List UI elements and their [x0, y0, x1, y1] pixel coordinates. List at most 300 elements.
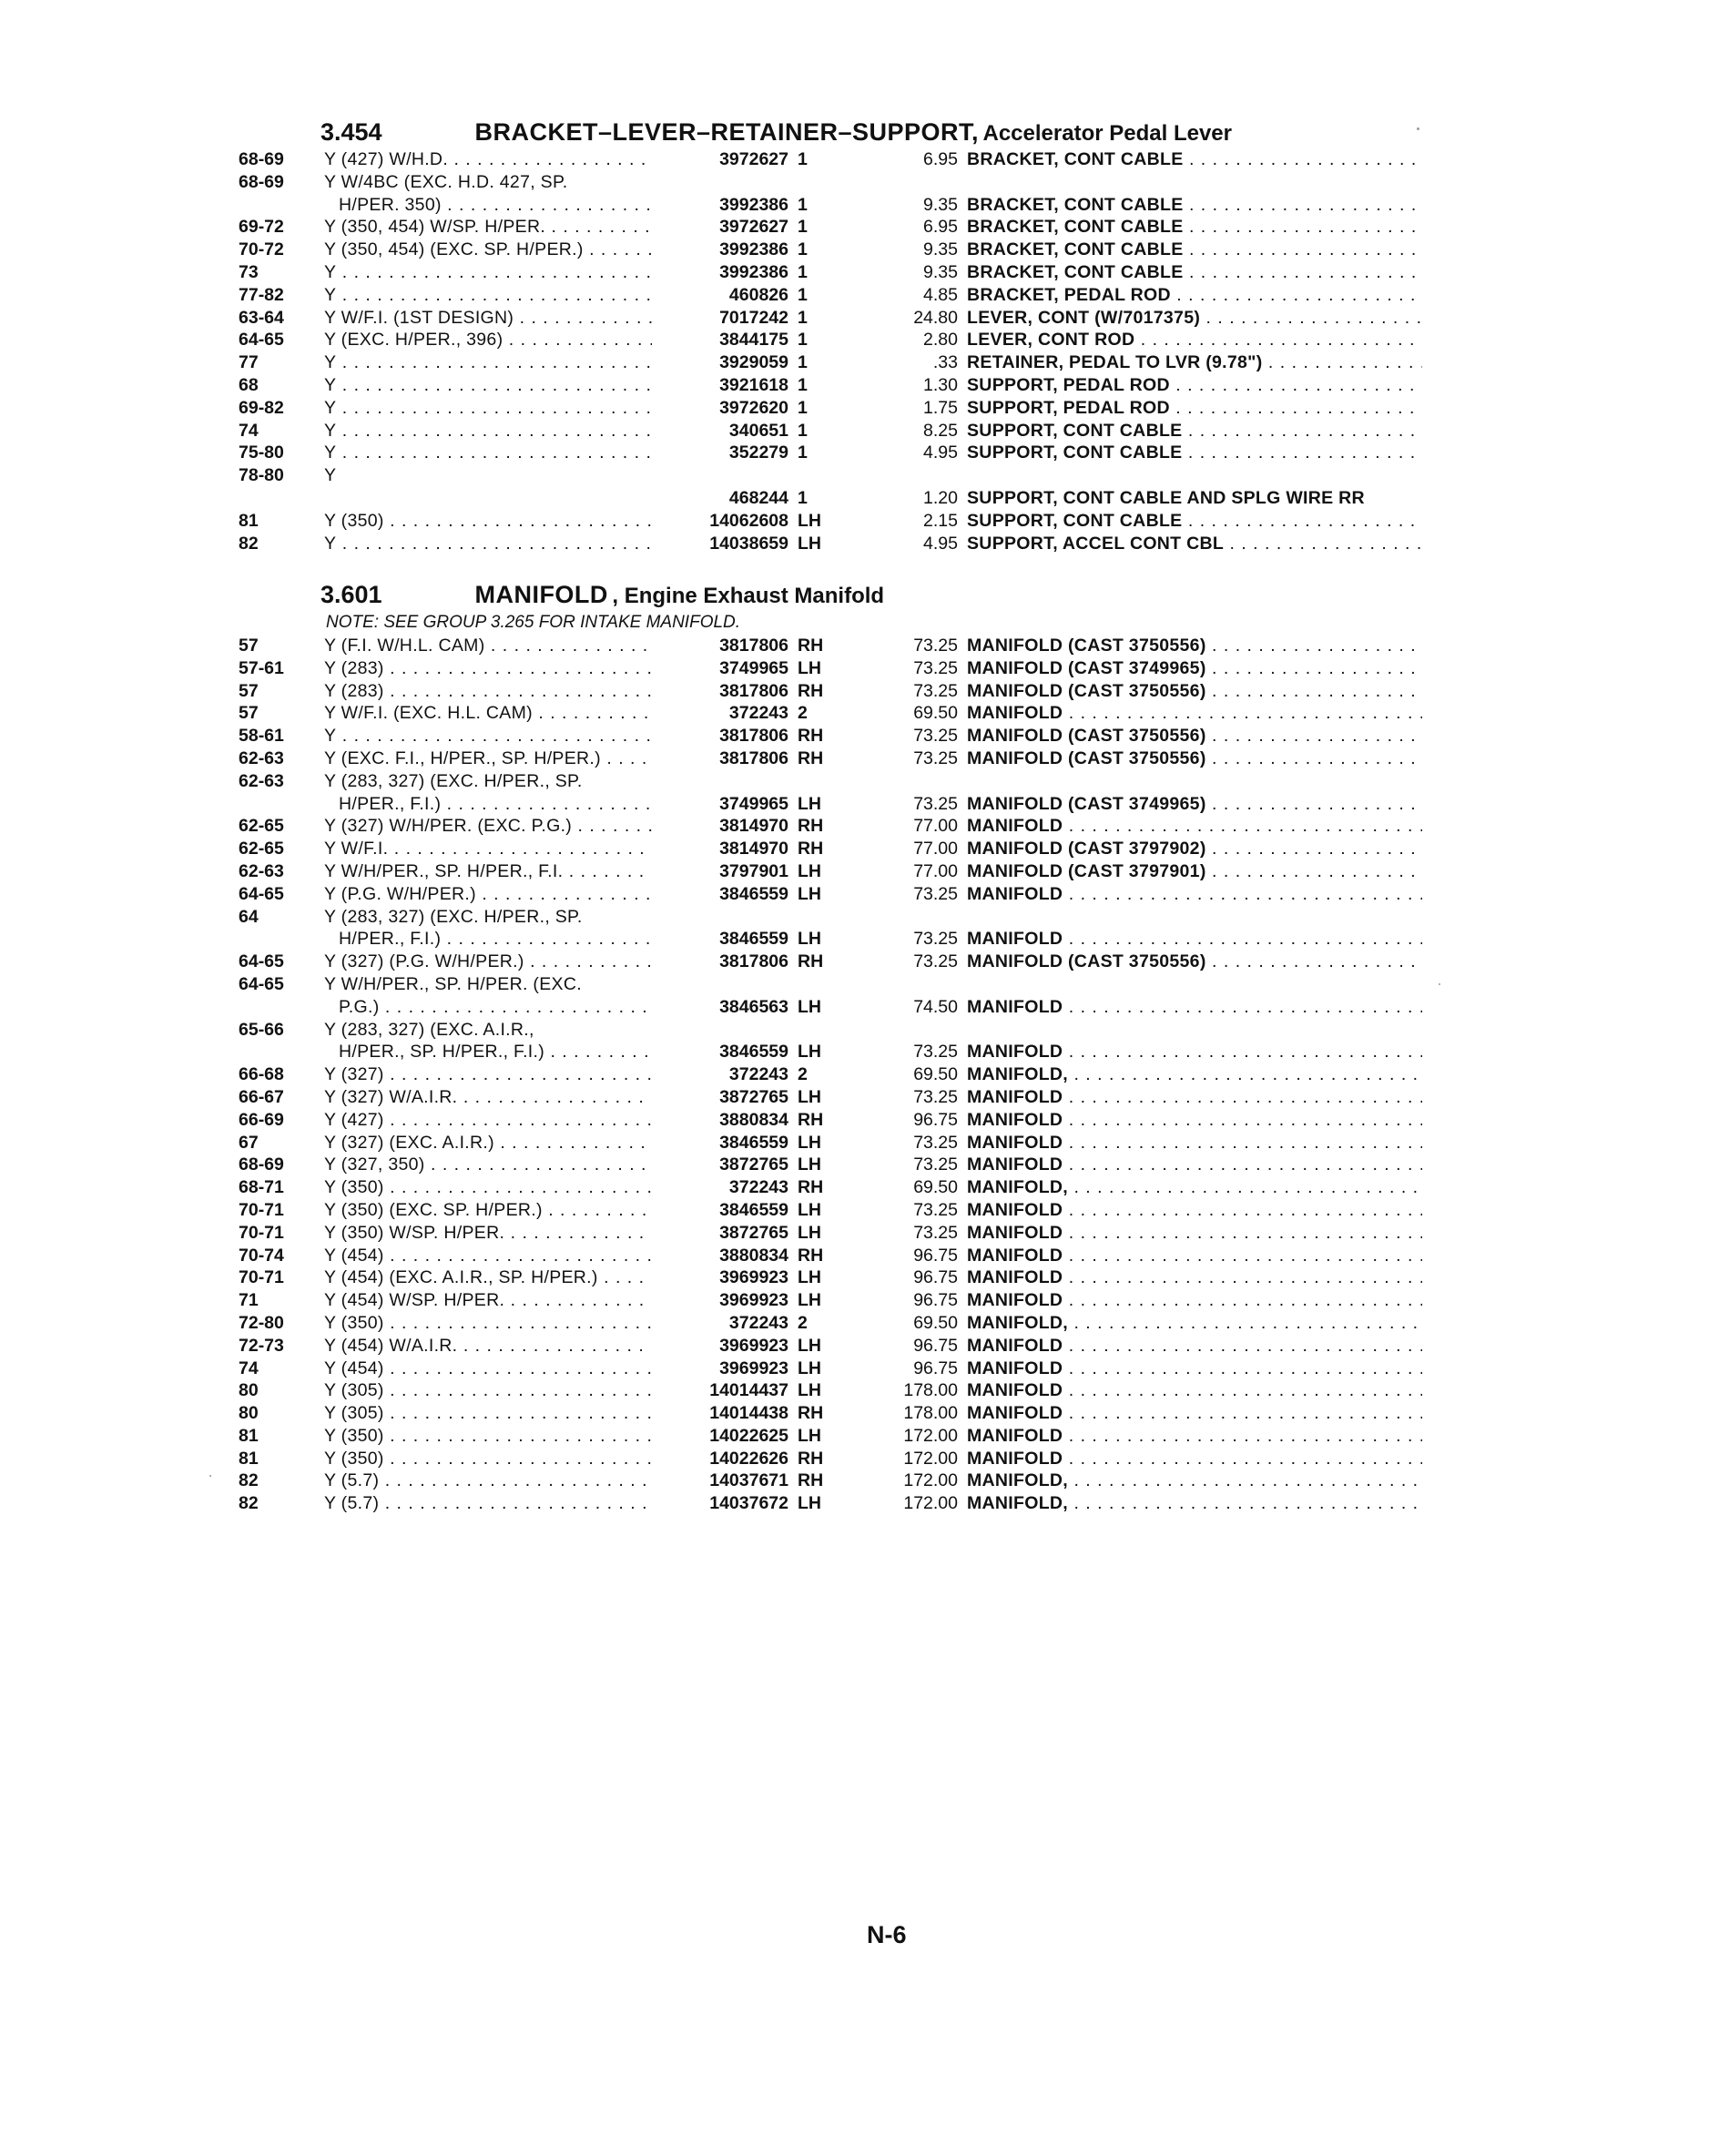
price: 73.25 [913, 747, 958, 768]
part-number: 3817806 [719, 726, 788, 747]
year-range: 70-74 [239, 1245, 284, 1266]
application [324, 1019, 652, 1064]
year-range: 81 [239, 1448, 259, 1469]
application: Y (5.7) . . . [324, 1470, 652, 1492]
table-row [239, 680, 1422, 703]
year-range: 69-72 [239, 217, 284, 238]
section-number: 3.454 [320, 118, 382, 146]
description: MANIFOLD, . . . [967, 1492, 1422, 1515]
description: BRACKET, CONT CABLE . . . [967, 148, 1422, 171]
application-line-1: Y (283, 327) (EXC. H/PER., SP. [324, 770, 583, 791]
quantity: LH [798, 1154, 821, 1175]
description: MANIFOLD (CAST 3750556) . . . [967, 951, 1422, 973]
part-number: 14062608 [709, 510, 788, 531]
year-range: 66-69 [239, 1109, 284, 1130]
price: 24.80 [913, 307, 958, 328]
table-row [239, 1402, 1422, 1425]
price: 74.50 [913, 996, 958, 1017]
year-range: 73 [239, 261, 259, 282]
table-row [239, 1132, 1422, 1154]
price: 6.95 [923, 217, 958, 238]
description: SUPPORT, CONT CABLE . . . [967, 442, 1422, 464]
price: 73.25 [913, 1222, 958, 1243]
part-number: 7017242 [719, 307, 788, 328]
page-number: N-6 [867, 1921, 907, 1948]
table-row [239, 351, 1422, 374]
description: MANIFOLD . . . [967, 1266, 1422, 1289]
year-range: 70-71 [239, 1222, 284, 1243]
application: Y . . . [324, 725, 652, 747]
part-number: 3814970 [719, 839, 788, 859]
application: Y (454) W/A.I.R. . . . [324, 1335, 652, 1358]
year-range: 74 [239, 420, 259, 441]
price: 1.75 [923, 397, 958, 418]
year-range: 75-80 [239, 442, 284, 463]
table-row [239, 815, 1422, 838]
quantity: RH [798, 1403, 824, 1424]
table-row [239, 973, 1422, 1019]
application-line-1: Y (283, 327) (EXC. A.I.R., [324, 1019, 534, 1040]
quantity: 2 [798, 1064, 808, 1085]
quantity: 1 [798, 487, 808, 508]
price: 4.95 [923, 442, 958, 463]
year-range: 77-82 [239, 284, 284, 305]
scan-speck [209, 1475, 211, 1477]
year-range: 71 [239, 1290, 259, 1311]
price: 73.25 [913, 1154, 958, 1175]
table-row [239, 307, 1422, 330]
price: 172.00 [903, 1448, 958, 1469]
description: SUPPORT, CONT CABLE . . . [967, 510, 1422, 533]
table-row [239, 510, 1422, 533]
price: 172.00 [903, 1493, 958, 1514]
year-range: 62-63 [239, 770, 284, 791]
section-subtitle: Accelerator Pedal Lever [982, 121, 1232, 146]
scan-speck [1439, 983, 1440, 985]
table-row [239, 1448, 1422, 1470]
application: Y (350) (EXC. SP. H/PER.) . . . [324, 1199, 652, 1222]
table-row [239, 329, 1422, 351]
application: Y (327) (EXC. A.I.R.) . . . [324, 1132, 652, 1154]
table-row [239, 1109, 1422, 1132]
description: BRACKET, PEDAL ROD . . . [967, 284, 1422, 307]
description: MANIFOLD . . . [967, 1335, 1422, 1358]
table-row [239, 1063, 1422, 1086]
price: 96.75 [913, 1358, 958, 1378]
quantity: 2 [798, 703, 808, 724]
table-row [239, 838, 1422, 860]
description: SUPPORT, PEDAL ROD . . . [967, 374, 1422, 397]
application: Y (454) (EXC. A.I.R., SP. H/PER.) . . . [324, 1266, 652, 1289]
application: Y (305) . . . [324, 1402, 652, 1425]
application: Y (454) . . . [324, 1245, 652, 1267]
part-number: 3797901 [719, 860, 788, 881]
application: Y (350) . . . [324, 510, 652, 533]
description: MANIFOLD . . . [967, 1379, 1422, 1402]
table-row [239, 906, 1422, 951]
price: 73.25 [913, 1086, 958, 1107]
quantity: LH [798, 510, 821, 531]
year-range: 57 [239, 703, 259, 724]
quantity: 1 [798, 307, 808, 328]
part-number: 3992386 [719, 239, 788, 260]
year-range: 66-68 [239, 1064, 284, 1085]
quantity: LH [798, 1290, 821, 1311]
application-line-2: P.G.) . . . [324, 996, 652, 1019]
part-number: 3749965 [719, 793, 788, 814]
quantity: RH [798, 951, 824, 972]
quantity: 1 [798, 149, 808, 169]
price: 73.25 [913, 1199, 958, 1220]
description: MANIFOLD . . . [967, 883, 1422, 906]
year-range: 66-67 [239, 1086, 284, 1107]
description: BRACKET, CONT CABLE . . . [967, 194, 1422, 217]
quantity: 1 [798, 194, 808, 215]
description: BRACKET, CONT CABLE . . . [967, 216, 1422, 239]
part-number: 3872765 [719, 1086, 788, 1107]
part-number: 3872765 [719, 1154, 788, 1175]
quantity: RH [798, 839, 824, 859]
table-row [239, 657, 1422, 680]
quantity: 1 [798, 374, 808, 395]
application: Y (305) . . . [324, 1379, 652, 1402]
part-number: 372243 [728, 1064, 788, 1085]
table-row [239, 533, 1422, 555]
price: 2.15 [923, 510, 958, 531]
table-row [239, 420, 1422, 442]
quantity: RH [798, 726, 824, 747]
quantity: 1 [798, 284, 808, 305]
year-range: 81 [239, 1425, 259, 1446]
part-number: 3969923 [719, 1290, 788, 1311]
application: Y W/F.I. . . . [324, 838, 652, 860]
description: SUPPORT, ACCEL CONT CBL . . . [967, 533, 1422, 555]
quantity: RH [798, 1448, 824, 1469]
description: MANIFOLD . . . [967, 1448, 1422, 1470]
price: 77.00 [913, 839, 958, 859]
part-number: 14014438 [709, 1403, 788, 1424]
price: 69.50 [913, 1177, 958, 1198]
description: MANIFOLD . . . [967, 702, 1422, 725]
part-number: 3846559 [719, 1132, 788, 1153]
description: MANIFOLD . . . [967, 1086, 1422, 1109]
quantity: RH [798, 1245, 824, 1266]
price: 2.80 [923, 330, 958, 351]
price: 73.25 [913, 929, 958, 950]
year-range: 80 [239, 1380, 259, 1401]
table-row [239, 1222, 1422, 1245]
description: MANIFOLD . . . [967, 928, 1422, 951]
part-number: 3846559 [719, 1042, 788, 1063]
description: MANIFOLD . . . [967, 1109, 1422, 1132]
year-range: 64-65 [239, 330, 284, 351]
part-number: 372243 [728, 1177, 788, 1198]
table-row [239, 1358, 1422, 1380]
application: Y (327) (P.G. W/H/PER.) . . . [324, 951, 652, 973]
table-row [239, 239, 1422, 261]
table-row [239, 397, 1422, 420]
application: Y W/F.I. (1ST DESIGN) . . . [324, 307, 652, 330]
part-number: 3969923 [719, 1335, 788, 1356]
price: 73.25 [913, 636, 958, 656]
year-range: 57 [239, 680, 259, 701]
price: 73.25 [913, 883, 958, 904]
part-number: 14037671 [709, 1470, 788, 1491]
year-range: 64-65 [239, 951, 284, 972]
quantity: 1 [798, 330, 808, 351]
quantity: 1 [798, 239, 808, 260]
table-row [239, 1199, 1422, 1222]
price: 1.20 [923, 487, 958, 508]
year-range: 68-71 [239, 1177, 284, 1198]
price: 77.00 [913, 860, 958, 881]
part-number: 14038659 [709, 533, 788, 554]
table-row [239, 148, 1422, 171]
part-number: 3814970 [719, 816, 788, 837]
application: Y (5.7) . . . [324, 1492, 652, 1515]
quantity: LH [798, 1267, 821, 1288]
table-row [239, 261, 1422, 284]
table-row [239, 770, 1422, 816]
description: LEVER, CONT ROD . . . [967, 329, 1422, 351]
application: Y (454) W/SP. H/PER. . . . [324, 1289, 652, 1312]
price: 1.30 [923, 374, 958, 395]
description: MANIFOLD . . . [967, 1041, 1422, 1063]
price: 4.95 [923, 533, 958, 554]
year-range: 68 [239, 374, 259, 395]
application: Y . . . [324, 442, 652, 464]
description: MANIFOLD . . . [967, 1425, 1422, 1448]
quantity: LH [798, 1380, 821, 1401]
table-row [239, 216, 1422, 239]
table-row [239, 464, 1422, 510]
part-number: 3972627 [719, 217, 788, 238]
part-number: 14037672 [709, 1493, 788, 1514]
part-number: 14022625 [709, 1425, 788, 1446]
part-number: 3817806 [719, 680, 788, 701]
description: MANIFOLD, . . . [967, 1176, 1422, 1199]
price: 178.00 [903, 1403, 958, 1424]
application: Y . . . [324, 420, 652, 442]
description: LEVER, CONT (W/7017375) . . . [967, 307, 1422, 330]
application: Y . . . [324, 261, 652, 284]
description: RETAINER, PEDAL TO LVR (9.78") . . . [967, 351, 1422, 374]
table-row [239, 1176, 1422, 1199]
quantity: LH [798, 657, 821, 678]
part-number: 3846563 [719, 996, 788, 1017]
table-row [239, 171, 1422, 217]
quantity: LH [798, 1425, 821, 1446]
price: 73.25 [913, 726, 958, 747]
year-range: 80 [239, 1403, 259, 1424]
description: SUPPORT, CONT CABLE AND SPLG WIRE RR [967, 487, 1365, 508]
description: MANIFOLD (CAST 3749965) . . . [967, 793, 1422, 816]
application: Y W/F.I. (EXC. H.L. CAM) . . . [324, 702, 652, 725]
application: Y (327) W/A.I.R. . . . [324, 1086, 652, 1109]
price: 9.35 [923, 194, 958, 215]
quantity: 1 [798, 261, 808, 282]
application: Y (350) W/SP. H/PER. . . . [324, 1222, 652, 1245]
price: 9.35 [923, 239, 958, 260]
table-row [239, 1335, 1422, 1358]
table-row [239, 1086, 1422, 1109]
application: Y (350) . . . [324, 1176, 652, 1199]
section-subtitle: , Engine Exhaust Manifold [612, 584, 885, 608]
part-number: 372243 [728, 1312, 788, 1333]
price: 73.25 [913, 1042, 958, 1063]
year-range: 68-69 [239, 1154, 284, 1175]
application: Y (350) . . . [324, 1448, 652, 1470]
quantity: LH [798, 533, 821, 554]
application: Y . . . [324, 397, 652, 420]
description: MANIFOLD . . . [967, 1222, 1422, 1245]
application: Y (EXC. F.I., H/PER., SP. H/PER.) . . . [324, 747, 652, 770]
application: Y [324, 465, 337, 486]
table-row [239, 725, 1422, 747]
table-row [239, 374, 1422, 397]
table-row [239, 1245, 1422, 1267]
application [324, 171, 652, 217]
application: Y . . . [324, 284, 652, 307]
price: 4.85 [923, 284, 958, 305]
quantity: LH [798, 883, 821, 904]
quantity: LH [798, 1358, 821, 1378]
part-number: 3921618 [719, 374, 788, 395]
part-number: 372243 [728, 703, 788, 724]
table-row [239, 702, 1422, 725]
part-number: 3972627 [719, 149, 788, 169]
price: 96.75 [913, 1290, 958, 1311]
application: Y (P.G. W/H/PER.) . . . [324, 883, 652, 906]
table-row [239, 635, 1422, 657]
application: Y (454) . . . [324, 1358, 652, 1380]
description: MANIFOLD (CAST 3750556) . . . [967, 635, 1422, 657]
quantity: RH [798, 1470, 824, 1491]
table-row [239, 442, 1422, 464]
part-number: 14014437 [709, 1380, 788, 1401]
description: MANIFOLD . . . [967, 1245, 1422, 1267]
price: 9.35 [923, 261, 958, 282]
application: Y (F.I. W/H.L. CAM) . . . [324, 635, 652, 657]
application: Y (350) . . . [324, 1425, 652, 1448]
application [324, 770, 652, 816]
quantity: LH [798, 793, 821, 814]
quantity: 1 [798, 352, 808, 373]
price: 178.00 [903, 1380, 958, 1401]
part-number: 352279 [728, 442, 788, 463]
quantity: LH [798, 1222, 821, 1243]
year-range: 70-71 [239, 1199, 284, 1220]
quantity: 2 [798, 1312, 808, 1333]
year-range: 62-65 [239, 839, 284, 859]
quantity: LH [798, 1493, 821, 1514]
price: 73.25 [913, 657, 958, 678]
part-number: 14022626 [709, 1448, 788, 1469]
year-range: 64-65 [239, 883, 284, 904]
application [324, 973, 652, 1019]
quantity: 1 [798, 420, 808, 441]
price: 69.50 [913, 1064, 958, 1085]
application-line-2: H/PER., F.I.) . . . [324, 793, 652, 816]
price: 96.75 [913, 1109, 958, 1130]
year-range: 78-80 [239, 465, 284, 486]
part-number: 468244 [728, 487, 788, 508]
year-range: 62-65 [239, 816, 284, 837]
part-number: 3846559 [719, 1199, 788, 1220]
table-row [239, 1492, 1422, 1515]
quantity: RH [798, 747, 824, 768]
price: 96.75 [913, 1335, 958, 1356]
quantity: RH [798, 1109, 824, 1130]
year-range: 77 [239, 352, 259, 373]
year-range: 63-64 [239, 307, 284, 328]
part-number: 3817806 [719, 636, 788, 656]
year-range: 62-63 [239, 747, 284, 768]
description: MANIFOLD . . . [967, 1154, 1422, 1176]
year-range: 82 [239, 533, 259, 554]
description: MANIFOLD . . . [967, 1132, 1422, 1154]
year-range: 64 [239, 906, 259, 927]
price: 6.95 [923, 149, 958, 169]
year-range: 82 [239, 1470, 259, 1491]
year-range: 72-73 [239, 1335, 284, 1356]
application-line-1: Y (283, 327) (EXC. H/PER., SP. [324, 906, 583, 927]
application-line-2: H/PER. 350) . . . [324, 194, 652, 217]
table-row [239, 1266, 1422, 1289]
section-title: MANIFOLD [474, 581, 608, 608]
application: Y W/H/PER., SP. H/PER., F.I. . . . [324, 860, 652, 883]
table-row [239, 1379, 1422, 1402]
application: Y . . . [324, 533, 652, 555]
part-number: 3817806 [719, 747, 788, 768]
table-row [239, 883, 1422, 906]
year-range: 65-66 [239, 1019, 284, 1040]
part-number: 3880834 [719, 1109, 788, 1130]
year-range: 68-69 [239, 149, 284, 169]
description: MANIFOLD . . . [967, 1199, 1422, 1222]
price: 73.25 [913, 951, 958, 972]
year-range: 57-61 [239, 657, 284, 678]
description: MANIFOLD . . . [967, 996, 1422, 1019]
description: BRACKET, CONT CABLE . . . [967, 239, 1422, 261]
description: BRACKET, CONT CABLE . . . [967, 261, 1422, 284]
parts-list-3601 [239, 635, 1422, 1515]
application: Y (283) . . . [324, 680, 652, 703]
quantity: RH [798, 636, 824, 656]
quantity: LH [798, 1132, 821, 1153]
table-row [239, 1470, 1422, 1492]
application: Y (EXC. H/PER., 396) . . . [324, 329, 652, 351]
price: 172.00 [903, 1470, 958, 1491]
application: Y (327) . . . [324, 1063, 652, 1086]
quantity: RH [798, 816, 824, 837]
application: Y (327) W/H/PER. (EXC. P.G.) . . . [324, 815, 652, 838]
part-number: 340651 [728, 420, 788, 441]
application: Y (350, 454) W/SP. H/PER. . . . [324, 216, 652, 239]
price: 73.25 [913, 793, 958, 814]
application [324, 906, 652, 951]
description: MANIFOLD . . . [967, 1402, 1422, 1425]
application: Y . . . [324, 351, 652, 374]
year-range: 69-82 [239, 397, 284, 418]
quantity: LH [798, 929, 821, 950]
year-range: 58-61 [239, 726, 284, 747]
table-row [239, 951, 1422, 973]
application-line-2: H/PER., F.I.) . . . [324, 928, 652, 951]
part-number: 3992386 [719, 261, 788, 282]
section-heading-3601 [320, 581, 1468, 609]
part-number: 3972620 [719, 397, 788, 418]
